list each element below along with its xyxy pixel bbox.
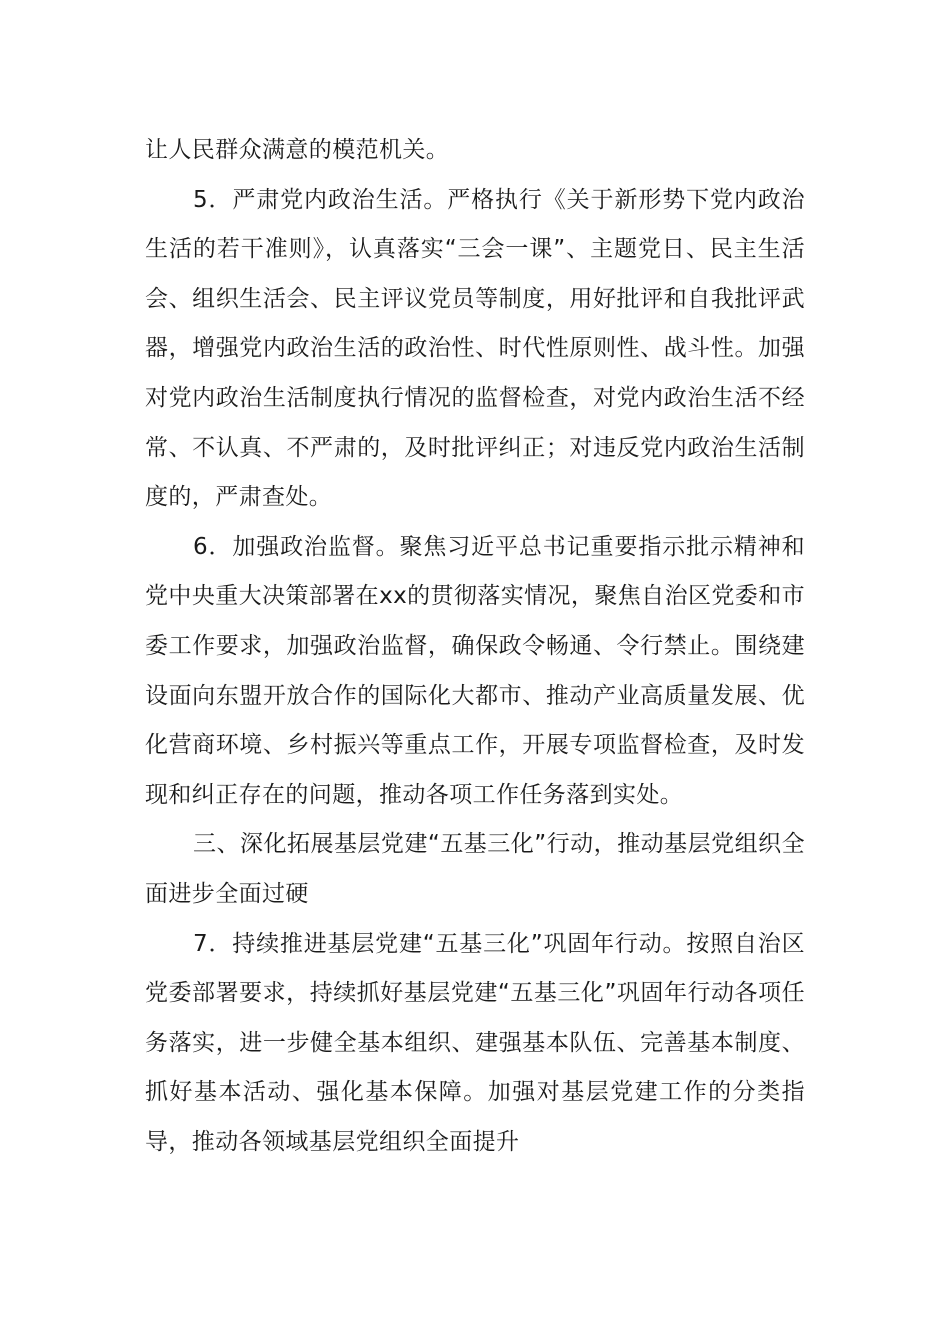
- paragraph-item-6: 6．加强政治监督。聚焦习近平总书记重要指示批示精神和党中央重大决策部署在xx的贯彻落实情况，聚焦自治区党委和市委工作要求，加强政治监督，确保政令畅通、令行禁止。围绕建设面向东盟开放合作的国际化大都市、推动产业高质量发展、优化营商环境、乡村振兴等重点工作，开展专项监督检查，及时发现和纠正存在的问题，推动各项工作任务落到实处。: [145, 533, 805, 808]
- paragraph-continuation: 让人民群众满意的模范机关。: [145, 137, 450, 163]
- paragraph-item-7: 7．持续推进基层党建“五基三化”巩固年行动。按照自治区党委部署要求，持续抓好基层党建“五基三化”巩固年行动各项任务落实，进一步健全基本组织、建强基本队伍、完善基本制度、抓好基本活动、强化基本保障。加强对基层党建工作的分类指导，推动各领域基层党组织全面提升: [145, 930, 805, 1155]
- section-heading-3: 三、深化拓展基层党建“五基三化”行动，推动基层党组织全面进步全面过硬: [145, 831, 805, 907]
- document-body: [145, 126, 805, 1167]
- paragraph-item-5: 5．严肃党内政治生活。严格执行《关于新形势下党内政治生活的若干准则》，认真落实“三会一课”、主题党日、民主生活会、组织生活会、民主评议党员等制度，用好批评和自我批评武器，增强党内政治生活的政治性、时代性原则性、战斗性。加强对党内政治生活制度执行情况的监督检查，对党内政治生活不经常、不认真、不严肃的，及时批评纠正；对违反党内政治生活制度的，严肃查处。: [145, 186, 805, 511]
